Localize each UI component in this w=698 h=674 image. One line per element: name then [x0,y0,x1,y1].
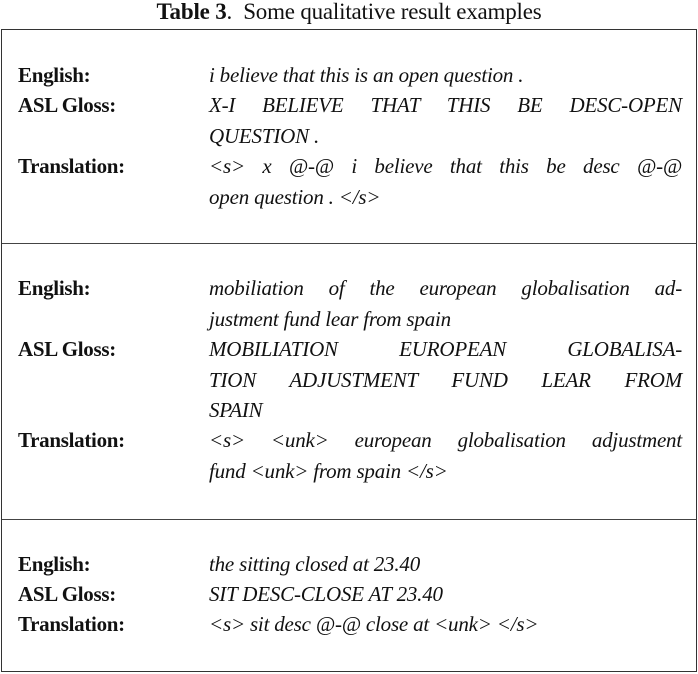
line: SIT DESC-CLOSE AT 23.40 [209,582,443,606]
line: fund <unk> from spain </s> [209,458,448,483]
english-text [209,273,682,334]
example-block-3 [2,519,696,672]
translation-text [209,425,682,486]
line: <s> sit desc @-@ close at <unk> </s> [209,612,539,636]
caption-separator: . [226,0,233,24]
caption-label: Table 3 [156,0,227,24]
line: the sitting closed at 23.40 [209,552,420,576]
gloss-text [209,90,682,151]
line: MOBILIATION EUROPEAN GLOBALISA- [209,337,682,361]
line: open question . </s> [209,184,381,209]
english-label: English: [18,276,91,300]
example-block-2 [2,243,696,520]
gloss-label: ASL Gloss: [18,582,116,606]
gloss-label: ASL Gloss: [18,93,116,117]
line: <s> x @-@ i believe that this be desc @-@ [209,154,682,178]
translation-label: Translation: [18,428,125,452]
translation-text [209,151,682,212]
english-label: English: [18,63,91,87]
line: TION ADJUSTMENT FUND LEAR FROM [209,367,682,392]
example-block-1 [2,30,696,243]
gloss-text [209,579,682,610]
line: mobiliation of the european globalisation ad- [209,276,682,300]
line: X-I BELIEVE THAT THIS BE DESC-OPEN [209,93,682,117]
line: justment fund lear from spain [209,306,451,331]
gloss-label: ASL Gloss: [18,337,116,361]
translation-text [209,609,682,640]
english-text [209,60,682,91]
english-text [209,549,682,580]
line: i believe that this is an open question . [209,63,524,87]
line: SPAIN [209,398,263,422]
english-label: English: [18,552,91,576]
caption-text: Some qualitative result examples [243,0,542,24]
line: QUESTION . [209,123,320,148]
translation-label: Translation: [18,612,125,636]
table-caption [0,0,698,26]
results-table [1,29,697,672]
gloss-text [209,334,682,426]
line: <s> <unk> european globalisation adjustment [209,428,682,452]
translation-label: Translation: [18,154,125,178]
